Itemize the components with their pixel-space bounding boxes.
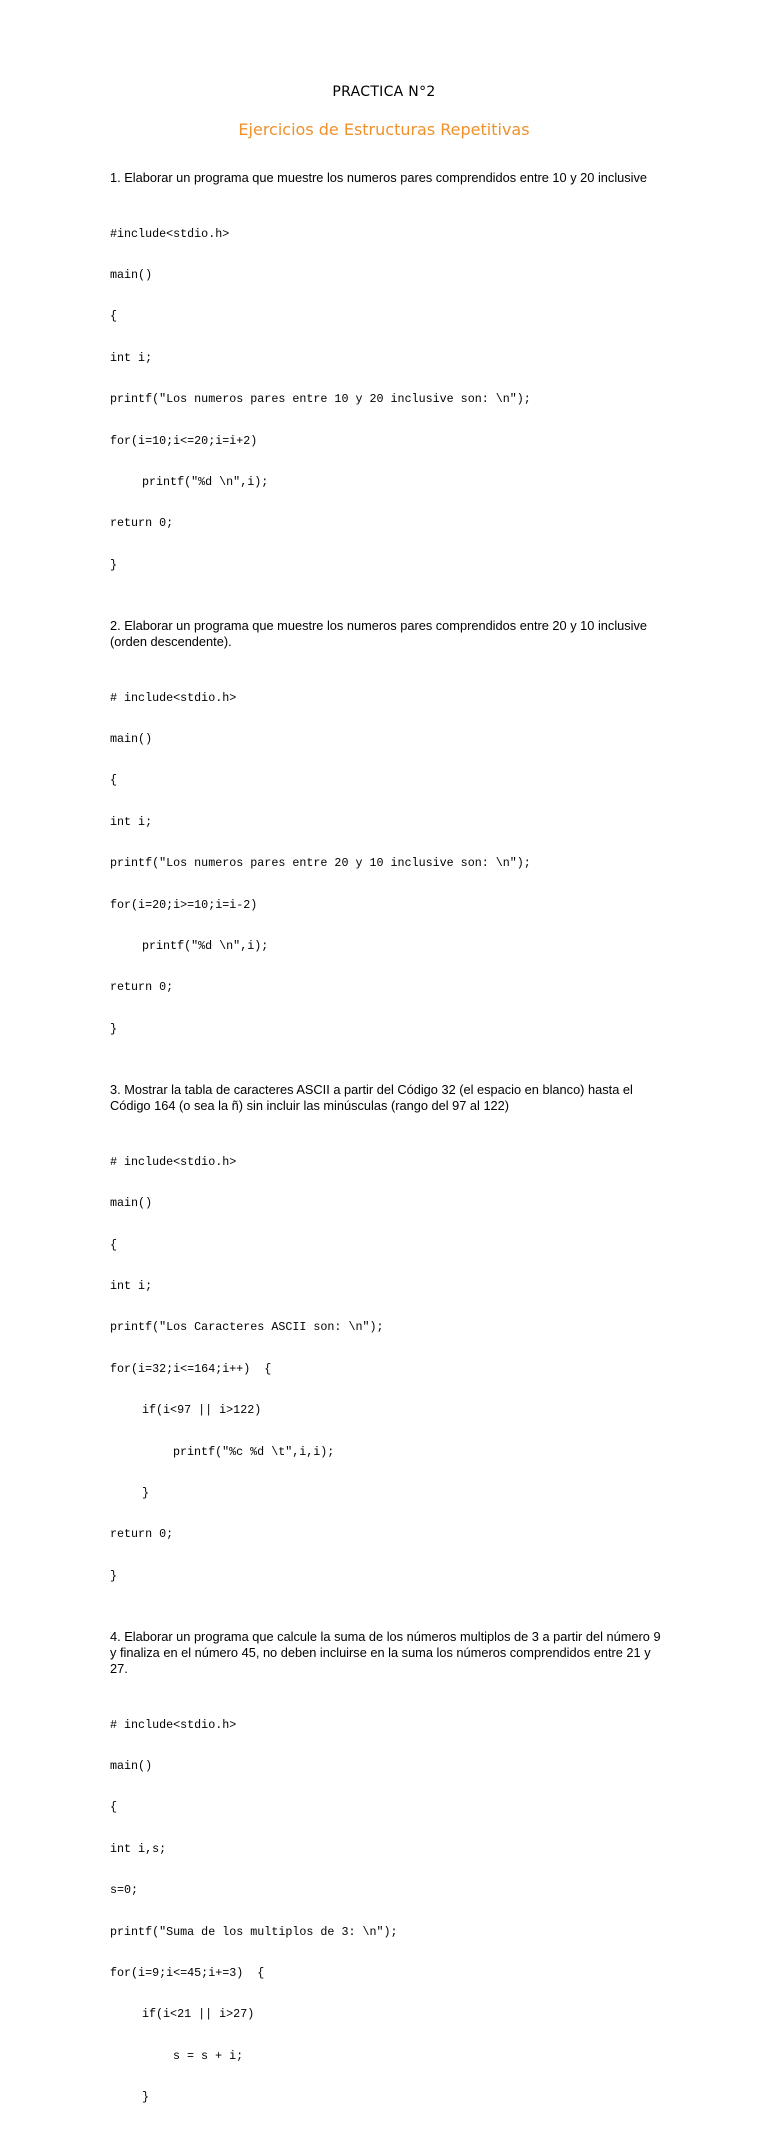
code-line: } (110, 557, 118, 572)
code-line: for(i=32;i<=164;i++) { (110, 1361, 272, 1376)
code-line: int i,s; (110, 1841, 167, 1856)
code-line: for(i=9;i<=45;i+=3) { (110, 1966, 265, 1981)
code-line: printf("Los Caracteres ASCII son: \n"); (110, 1320, 384, 1335)
code-line: { (110, 1800, 118, 1815)
code-line: printf("Suma de los multiplos de 3: \n"); (110, 1924, 398, 1939)
code-block (110, 1128, 665, 1611)
code-line: for(i=20;i>=10;i=i-2) (110, 897, 258, 912)
code-line: s=0; (110, 1883, 139, 1898)
code-line: printf("Los numeros pares entre 20 y 10 inclusive son: \n"); (110, 856, 531, 871)
code-line: } (142, 1485, 150, 1500)
code-line: { (110, 773, 118, 788)
page-title: PRACTICA N°2 (332, 84, 436, 100)
exercise-prompt: 1. Elaborar un programa que muestre los numeros pares comprendidos entre 10 y 20 inclusive (110, 170, 648, 185)
code-line: if(i<97 || i>122) (142, 1403, 262, 1418)
code-line: # include<stdio.h> (110, 690, 237, 705)
code-line: printf("Los numeros pares entre 10 y 20 inclusive son: \n"); (110, 392, 531, 407)
code-line: for(i=10;i<=20;i=i+2) (110, 433, 258, 448)
code-line: main() (110, 1759, 153, 1774)
code-block (110, 1691, 665, 2133)
exercise-1 (110, 170, 665, 600)
code-line: return 0; (110, 980, 174, 995)
exercise-4 (110, 1629, 665, 2133)
exercise-3 (110, 1082, 665, 1611)
code-line: main() (110, 732, 153, 747)
code-line: #include<stdio.h> (110, 226, 230, 241)
code-line: int i; (110, 350, 153, 365)
code-block (110, 664, 665, 1064)
page-subtitle: Ejercicios de Estructuras Repetitivas (238, 120, 530, 139)
code-line: { (110, 309, 118, 324)
code-line: } (142, 2090, 150, 2105)
code-line: printf("%c %d \t",i,i); (173, 1444, 335, 1459)
code-line: # include<stdio.h> (110, 1154, 237, 1169)
code-line: main() (110, 267, 153, 282)
code-line: # include<stdio.h> (110, 1717, 237, 1732)
exercise-prompt: 3. Mostrar la tabla de caracteres ASCII a partir del Código 32 (el espacio en blanco) hasta el Código 164 (o sea la ñ) sin incluir las minúsculas (rango del 97 al 122) (110, 1082, 633, 1114)
code-line: main() (110, 1196, 153, 1211)
code-line: return 0; (110, 1527, 174, 1542)
code-line: } (110, 1021, 118, 1036)
document-body (110, 170, 665, 2151)
code-line: return 0; (110, 516, 174, 531)
exercise-prompt: 4. Elaborar un programa que calcule la suma de los números multiplos de 3 a partir del número 9 y finaliza en el número 45, no deben incluirse en la suma los números comprendidos entre 21 y 27. (110, 1629, 661, 1677)
code-line: if(i<21 || i>27) (142, 2007, 255, 2022)
code-line: printf("%d \n",i); (142, 939, 269, 954)
code-line: s = s + i; (173, 2048, 244, 2063)
code-block (110, 200, 665, 600)
code-line: { (110, 1237, 118, 1252)
code-line: } (110, 1568, 118, 1583)
code-line: int i; (110, 814, 153, 829)
exercise-2 (110, 618, 665, 1064)
code-line: int i; (110, 1278, 153, 1293)
code-line: printf("%d \n",i); (142, 474, 269, 489)
exercise-prompt: 2. Elaborar un programa que muestre los numeros pares comprendidos entre 20 y 10 inclusive (orden descendente). (110, 618, 648, 650)
